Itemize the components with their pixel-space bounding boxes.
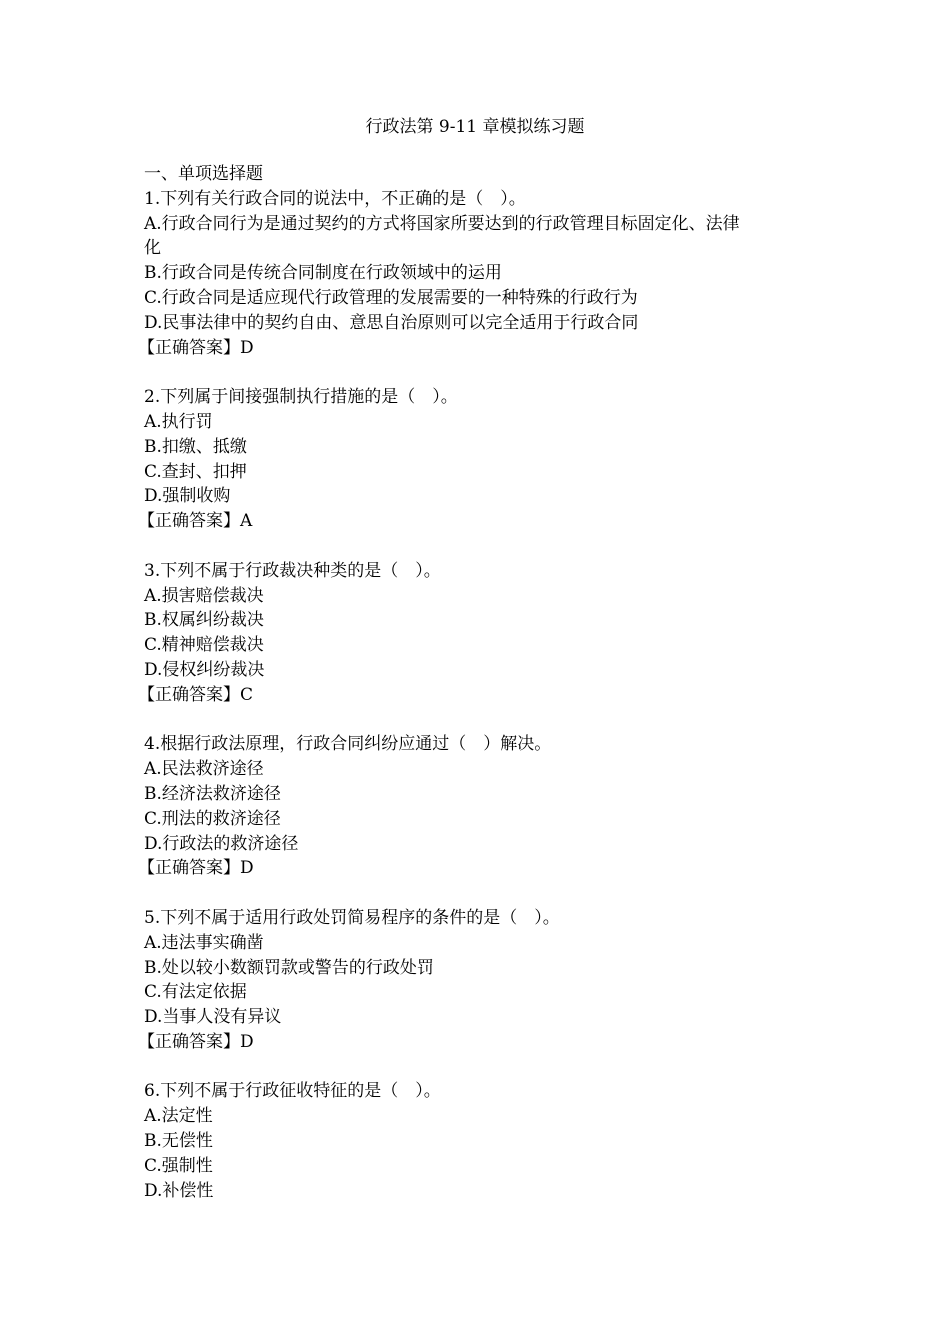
question-stem: 5.下列不属于适用行政处罚简易程序的条件的是（ ）。	[144, 907, 560, 928]
answer-line	[138, 1030, 814, 1055]
option-d: D.行政法的救济途径	[144, 833, 299, 854]
option-b: B.扣缴、抵缴	[144, 436, 247, 457]
option-a-continued: 化	[144, 238, 161, 259]
question-6	[144, 1079, 814, 1203]
option-b: B.权属纠纷裁决	[144, 610, 264, 631]
option-a: A.行政合同行为是通过契约的方式将国家所要达到的行政管理目标固定化、法律	[144, 213, 740, 234]
option-d: D.侵权纠纷裁决	[144, 659, 265, 680]
question-4	[138, 732, 814, 881]
option-a: A.法定性	[144, 1106, 213, 1127]
answer-line	[138, 856, 814, 881]
question-stem: 6.下列不属于行政征收特征的是（ ）。	[144, 1081, 441, 1102]
answer-value: D	[240, 858, 254, 879]
option-b: B.经济法救济途径	[144, 783, 281, 804]
option-b: B.处以较小数额罚款或警告的行政处罚	[144, 957, 434, 978]
option-b: B.无偿性	[144, 1131, 213, 1152]
question-stem: 3.下列不属于行政裁决种类的是（ ）。	[144, 560, 441, 581]
option-d: D.强制收购	[144, 486, 231, 507]
answer-label: 【正确答案】	[138, 684, 240, 705]
option-d: D.当事人没有异议	[144, 1007, 282, 1028]
option-a: A.执行罚	[144, 411, 213, 432]
answer-label: 【正确答案】	[138, 1031, 240, 1052]
question-2	[138, 385, 814, 534]
question-3	[138, 559, 814, 708]
answer-label: 【正确答案】	[138, 858, 240, 879]
answer-line	[138, 683, 814, 708]
answer-value: C	[240, 684, 254, 705]
option-c: C.行政合同是适应现代行政管理的发展需要的一种特殊的行政行为	[144, 287, 638, 308]
answer-line	[138, 336, 814, 361]
question-stem: 4.根据行政法原理，行政合同纠纷应通过（ ）解决。	[144, 734, 552, 755]
option-a: A.违法事实确凿	[144, 932, 264, 953]
question-stem: 2.下列属于间接强制执行措施的是（ ）。	[144, 387, 458, 408]
document-title: 行政法第 9-11 章模拟练习题	[365, 117, 585, 137]
option-c: C.有法定依据	[144, 982, 247, 1003]
answer-label: 【正确答案】	[138, 511, 240, 532]
answer-value: D	[240, 1031, 254, 1052]
option-c: C.精神赔偿裁决	[144, 635, 264, 656]
option-c: C.刑法的救济途径	[144, 808, 281, 829]
question-1	[138, 187, 814, 361]
option-c: C.强制性	[144, 1155, 213, 1176]
answer-value: D	[240, 337, 254, 358]
question-stem: 1.下列有关行政合同的说法中，不正确的是（ ）。	[144, 188, 526, 209]
section-heading: 一、单项选择题	[144, 164, 263, 184]
option-b: B.行政合同是传统合同制度在行政领域中的运用	[144, 263, 502, 284]
option-c: C.查封、扣押	[144, 461, 247, 482]
option-d: D.民事法律中的契约自由、意思自治原则可以完全适用于行政合同	[144, 312, 639, 333]
answer-line	[138, 509, 814, 534]
option-d: D.补偿性	[144, 1180, 214, 1201]
answer-value: A	[240, 511, 253, 532]
document-content	[138, 162, 814, 1203]
option-a: A.民法救济途径	[144, 759, 264, 780]
option-a: A.损害赔偿裁决	[144, 585, 264, 606]
answer-label: 【正确答案】	[138, 337, 240, 358]
question-5	[138, 906, 814, 1055]
